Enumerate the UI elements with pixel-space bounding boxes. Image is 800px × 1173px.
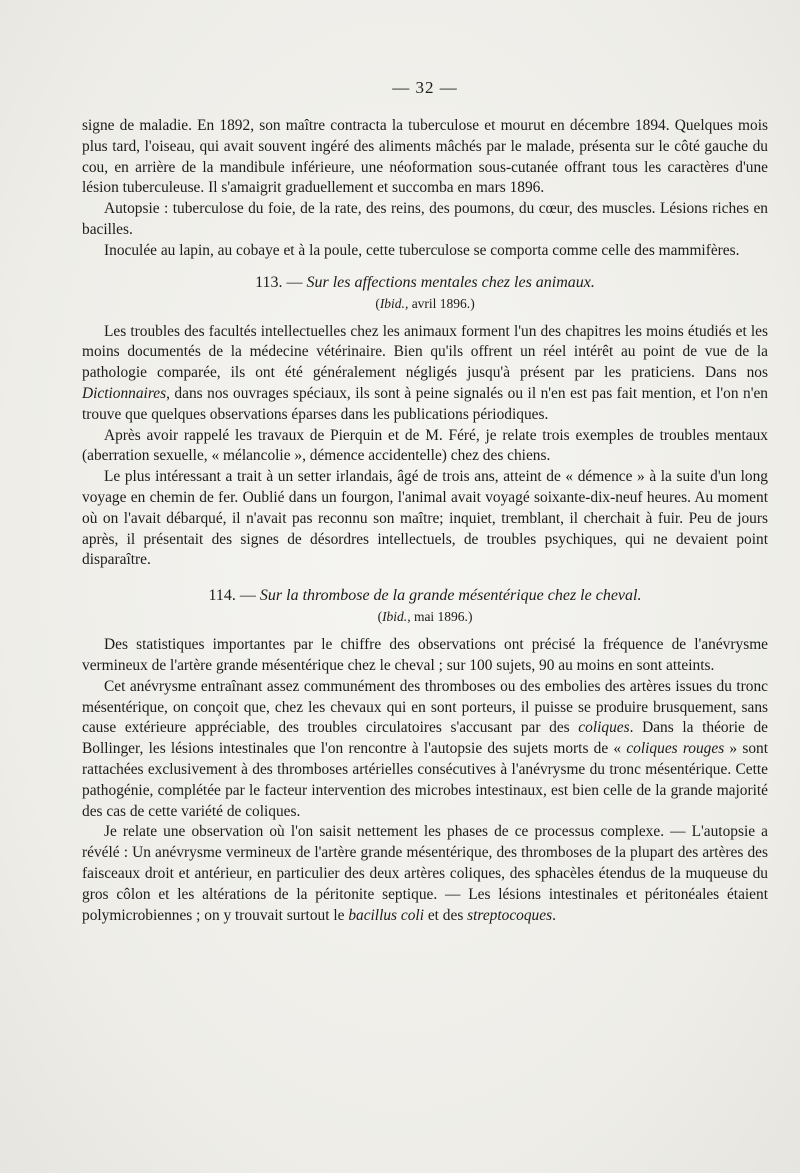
section-113-source-ibid: Ibid. — [379, 295, 405, 311]
section-113-dash: — — [282, 273, 307, 291]
section-113-source-date: , avril 1896. — [404, 295, 471, 311]
section-114-paragraph-2 — [82, 677, 768, 823]
intro-paragraph-3: Inoculée au lapin, au cobaye et à la poule, cette tuberculose se comporta comme celle des mammifères. — [104, 241, 740, 259]
section-114-p3-text-c: . — [552, 906, 556, 924]
section-113-paragraph-2: Après avoir rappelé les travaux de Pierquin et de M. Féré, je relate trois exemples de troubles mentaux (aberration sexuelle, « mélancolie », démence accidentelle) chez des chiens. — [82, 426, 768, 465]
section-113-paragraph-1 — [82, 322, 768, 426]
section-114-p2-text-c: » sont rattachées exclusivement à des thromboses artérielles consécutives à l'anévrysme du tronc mésentérique. Cette pathogénie, complétée par le facteur intervention des microbes intestinaux, est bien celle de la grande majorité des cas de cette variété de coliques. — [82, 740, 768, 820]
section-114-p2-italic-2: coliques rouges — [626, 740, 725, 758]
section-113-p1-end: , dans nos ouvrages spéciaux, ils sont à peine signalés ou il n'en est pas fait mention, et l'on n'en trouve que quelques observations éparses dans les publications périodiques. — [82, 384, 768, 423]
section-114-p2-text-b: . Dans la théorie de Bollinger, les lésions intestinales que l'on rencontre à l'autopsie des sujets morts de « — [82, 719, 768, 758]
section-114-source-ibid: Ibid. — [382, 609, 408, 625]
section-114-paragraph-3 — [82, 822, 768, 926]
section-113-heading — [82, 274, 768, 292]
section-114-number: 114. — [208, 587, 236, 605]
section-114-dash: — — [235, 587, 260, 605]
section-113-title: Sur les affections mentales chez les animaux. — [306, 273, 595, 291]
section-114-p3-italic-1: bacillus coli — [348, 906, 424, 924]
section-114-title: Sur la thrombose de la grande mésentérique chez le cheval. — [259, 587, 642, 605]
intro-paragraph-2: Autopsie : tuberculose du foie, de la rate, des reins, des poumons, du cœur, des muscles. Lésions riches en bacilles. — [82, 200, 768, 238]
section-114-p3-text-a: Je relate une observation où l'on saisit nettement les phases de ce processus complexe. — L'autopsie a révélé : Un anévrysme vermineux de l'artère grande mésentérique, des thromboses de la plupart des artères des faisceaux droit et antérieur, en particulier des deux artères coliques, des sphacèles étendus de la muqueuse du gros côlon et les altérations de la péritonite septique. — Les lésions intestinales et péritonéales étaient polymicrobiennes ; on y trouvait surtout le — [82, 823, 768, 924]
section-114-paragraph-1: Des statistiques importantes par le chiffre des observations ont précisé la fréquence de l'anévrysme vermineux de l'artère grande mésentérique chez le cheval ; sur 100 sujets, 90 au moins en sont atteints. — [82, 636, 768, 674]
section-114-source: (Ibid., mai 1896.) — [377, 609, 473, 625]
section-113-paragraph-3: Le plus intéressant a trait à un setter irlandais, âgé de trois ans, atteint de « démence » à la suite d'un long voyage en chemin de fer. Oublié dans un fourgon, l'animal avait voyagé soixante-dix-neuf heures. Au moment où on l'avait débarqué, il n'avait pas reconnu son maître; inquiet, tremblant, il cherchait à fuir. Peu de jours après, il présentait des signes de désordres intellectuels, de troubles psychiques, qui ne devaient point disparaître. — [82, 468, 768, 569]
section-114-p3-text-b: et des — [423, 906, 468, 924]
section-113-source: (Ibid., avril 1896.) — [375, 295, 475, 311]
section-114-source-date: , mai 1896. — [407, 609, 468, 625]
page-number: — 32 — — [392, 78, 458, 97]
section-113-p1-italic: Dictionnaires — [82, 384, 167, 402]
section-114-p3-italic-2: streptocoques — [467, 906, 553, 924]
section-113-p1-text: Les troubles des facultés intellectuelles chez les animaux forment l'un des chapitres les moins étudiés et les moins documentés de la médecine vétérinaire. Bien qu'ils offrent un réel intérêt au point de vue de la pathologie comparée, ils ont été généralement négligés jusqu'à présent par les praticiens. Dans nos — [82, 322, 768, 382]
section-113-number: 113. — [255, 273, 283, 291]
intro-paragraph-1: signe de maladie. En 1892, son maître contracta la tuberculose et mourut en décembre 1894. Quelques mois plus tard, l'oiseau, qui avait souvent ingéré des aliments mâchés par le malade, présenta sur le côté gauche du cou, en arrière de la mandibule inférieure, une néoformation sous-cutanée offrant tous les caractères d'une lésion tuberculeuse. Il s'amaigrit graduellement et succomba en mars 1896. — [82, 117, 768, 197]
section-114-p2-italic-1: coliques — [578, 719, 630, 737]
section-114-heading — [82, 587, 768, 605]
page-content — [82, 78, 768, 926]
section-114-p2-text-a: Cet anévrysme entraînant assez communément des thromboses ou des embolies des artères issues du tronc mésentérique, on conçoit que, chez les chevaux qui en sont porteurs, il puisse se produire brusquement, sans cause extérieure appréciable, des troubles circulatoires s'accusant par des — [82, 677, 768, 737]
